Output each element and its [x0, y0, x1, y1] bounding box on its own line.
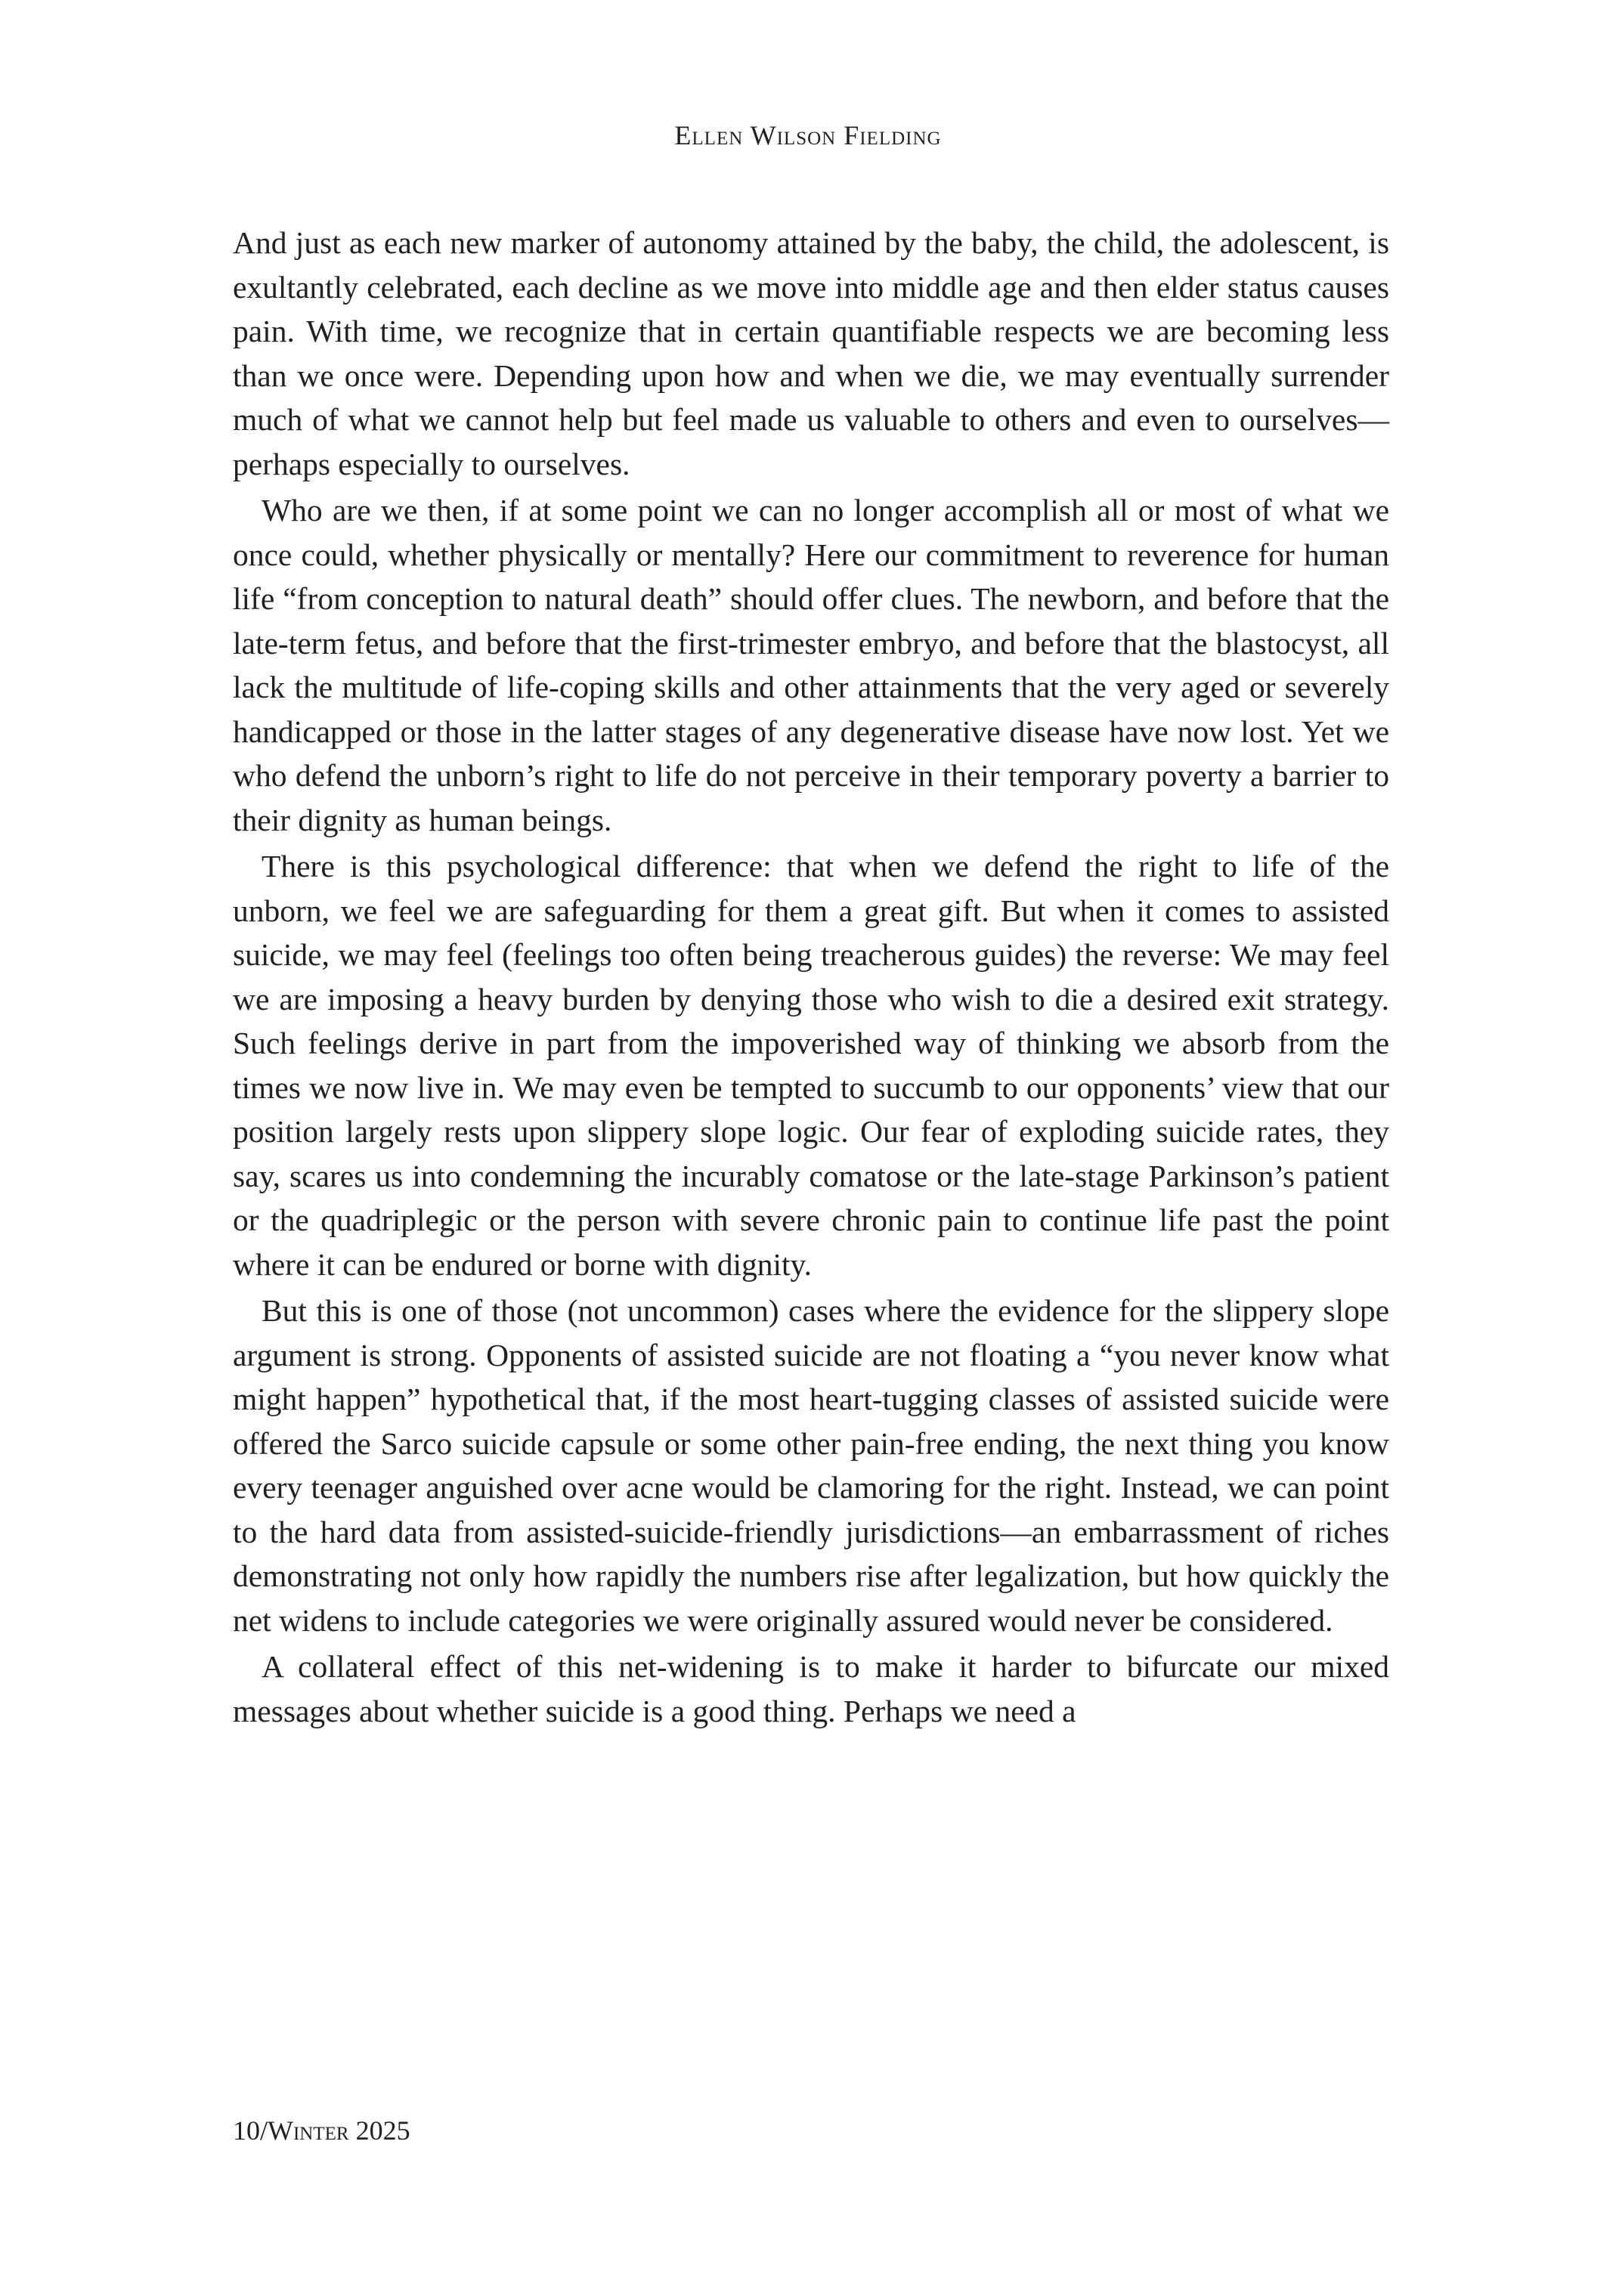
paragraph-2: Who are we then, if at some point we can no longer accomplish all or most of what we once could, whether physically or mentally? Here our commitment to reverence for human life “from conception to natural death” should offer clues. The newborn, and before that the late-term fetus, and before that the first-trimester embryo, and before that the blastocyst, all lack the multitude of life-coping skills and other attainments that the very aged or severely handicapped or those in the latter stages of any degenerative disease have now lost. Yet we who defend the unborn’s right to life do not perceive in their temporary poverty a barrier to their dignity as human beings.	[233, 493, 1389, 837]
paragraph-4: But this is one of those (not uncommon) cases where the evidence for the slippery slope argument is strong. Opponents of assisted suicide are not floating a “you never know what might happen” hypothetical that, if the most heart-tugging classes of assisted suicide were offered the Sarco suicide capsule or some other pain-free ending, the next thing you know every teenager anguished over acne would be clamoring for the right. Instead, we can point to the hard data from assisted-suicide-friendly jurisdictions—an embarrassment of riches demonstrating not only how rapidly the numbers rise after legalization, but how quickly the net widens to include categories we were originally assured would never be considered.	[233, 1293, 1389, 1638]
paragraph-1: And just as each new marker of autonomy attained by the baby, the child, the adolescent, is exultantly celebrated, each decline as we move into middle age and then elder status causes pain. With time, we recognize that in certain quantifiable respects we are becoming less than we once were. Depending upon how and when we die, we may eventually surrender much of what we cannot help but feel made us valuable to others and even to ourselves—perhaps especially to ourselves.	[233, 225, 1389, 481]
running-head: Ellen Wilson Fielding	[674, 120, 942, 150]
paragraph-3: There is this psychological difference: that when we defend the right to life of the unborn, we feel we are safeguarding for them a great gift. But when it comes to assisted suicide, we may feel (feelings too often being treacherous guides) the reverse: We may feel we are imposing a heavy burden by denying those who wish to die a desired exit strategy. Such feelings derive in part from the impoverished way of thinking we absorb from the times we now live in. We may even be tempted to succumb to our opponents’ view that our position largely rests upon slippery slope logic. Our fear of exploding suicide rates, they say, scares us into condemning the incurably comatose or the late-stage Parkinson’s patient or the quadriplegic or the person with severe chronic pain to continue life past the point where it can be endured or borne with dignity.	[233, 849, 1389, 1282]
article-body	[233, 221, 1389, 1733]
paragraph-5: A collateral effect of this net-widening is to make it harder to bifurcate our mixed messages about whether suicide is a good thing. Perhaps we need a	[233, 1649, 1389, 1728]
page-folio: 10/Winter 2025	[233, 2115, 410, 2146]
